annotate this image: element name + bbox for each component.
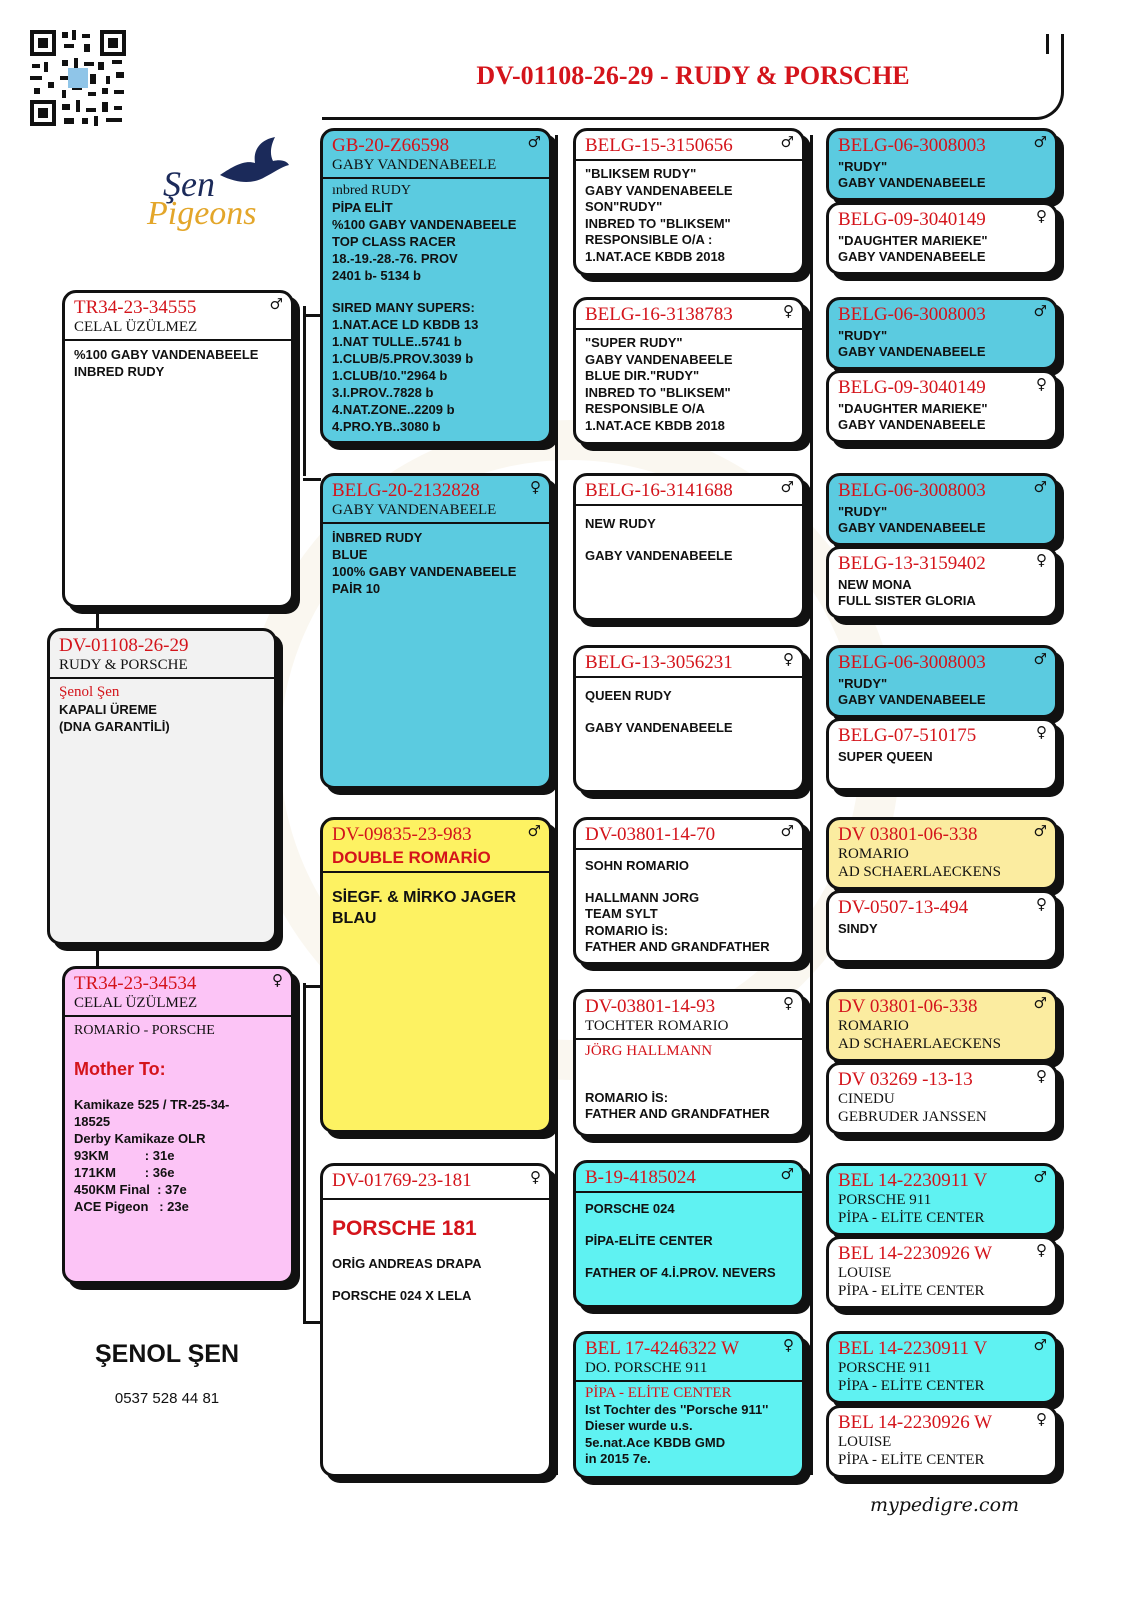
- g3-line: QUEEN RUDY: [585, 688, 672, 703]
- owner-phone: 0537 528 44 81: [114, 1390, 220, 1407]
- mother-line: 171KM : 36e: [74, 1165, 175, 1180]
- g4-card[interactable]: [826, 1405, 1058, 1478]
- female-icon: ♀: [530, 478, 541, 496]
- g4-line: NEW MONA: [838, 577, 912, 592]
- g3-id: BELG-16-3141688: [585, 480, 733, 501]
- ff-line: 1.NAT.ACE LD KBDB 13: [332, 317, 479, 332]
- g4-line: GABY VANDENABEELE: [838, 417, 986, 432]
- g4-line: GABY VANDENABEELE: [838, 249, 986, 264]
- g4-line: FULL SISTER GLORIA: [838, 593, 976, 608]
- mother-to-label: Mother To:: [74, 1059, 166, 1079]
- g4-l2: PİPA - ELİTE CENTER: [838, 1452, 985, 1468]
- ff-line: 4.NAT.ZONE..2209 b: [332, 402, 455, 417]
- footer-site: mypedigre.com: [870, 1494, 1020, 1516]
- g3-line: "BLIKSEM RUDY": [585, 166, 697, 181]
- mother-line: Kamikaze 525 / TR-25-34-: [74, 1097, 230, 1112]
- fm-owner: GABY VANDENABEELE: [332, 502, 497, 518]
- g3-card[interactable]: [573, 989, 805, 1137]
- g3-line: BLUE DIR."RUDY": [585, 368, 700, 383]
- dove-icon: [215, 135, 290, 190]
- g4-id: BELG-06-3008003: [838, 652, 986, 673]
- g4-l1: ROMARIO: [838, 846, 909, 862]
- g4-id: BELG-09-3040149: [838, 209, 986, 230]
- mf-name: DOUBLE ROMARİO: [332, 848, 491, 867]
- female-icon: ♀: [1036, 375, 1047, 393]
- ff-line: 3.I.PROV..7828 b: [332, 385, 434, 400]
- g3-line: Dieser wurde u.s.: [585, 1418, 693, 1433]
- male-icon: ♂: [780, 822, 794, 840]
- female-icon: ♀: [1036, 1410, 1047, 1428]
- ff-subtitle: ınbred RUDY: [332, 183, 411, 198]
- g3-line: Ist Tochter des ''Porsche 911'': [585, 1401, 769, 1417]
- g4-line: "RUDY": [838, 328, 888, 343]
- subject-line: (DNA GARANTİLİ): [59, 719, 170, 734]
- g3-id: DV-03801-14-70: [585, 824, 716, 845]
- connector: [555, 135, 558, 1475]
- g3-line: INBRED TO "BLIKSEM": [585, 215, 731, 231]
- father-owner: CELAL ÜZÜLMEZ: [74, 319, 198, 335]
- logo: [145, 135, 305, 255]
- male-icon: ♂: [780, 1165, 794, 1183]
- g4-l1: PORSCHE 911: [838, 1360, 932, 1376]
- g4-card[interactable]: [826, 1331, 1058, 1404]
- connector: [303, 983, 306, 1323]
- title-bar: [322, 34, 1064, 120]
- g4-id: DV 03269 -13-13: [838, 1069, 973, 1090]
- female-icon: ♀: [1036, 1067, 1047, 1085]
- page-title: DV-01108-26-29 - RUDY & PORSCHE: [476, 61, 910, 90]
- subject-name: RUDY & PORSCHE: [59, 657, 188, 673]
- g4-line: SUPER QUEEN: [838, 749, 933, 764]
- ff-owner: GABY VANDENABEELE: [332, 157, 497, 173]
- mf-line: SİEGF. & MİRKO JAGER: [332, 889, 517, 906]
- g4-l2: PİPA - ELİTE CENTER: [838, 1283, 985, 1299]
- g3-line: ROMARIO İS:: [585, 922, 669, 938]
- g3-line: HALLMANN JORG: [585, 889, 700, 905]
- female-icon: ♀: [530, 1168, 541, 1186]
- g3-line: RESPONSIBLE O/A: [585, 401, 705, 416]
- g4-card[interactable]: [826, 473, 1058, 546]
- g3-line: 1.NAT.ACE KBDB 2018: [585, 248, 725, 264]
- g3-card[interactable]: [573, 128, 805, 276]
- g4-card[interactable]: [826, 1163, 1058, 1236]
- subject-id: DV-01108-26-29: [59, 635, 189, 656]
- g3-owner: DO. PORSCHE 911: [585, 1360, 708, 1376]
- g4-line: SINDY: [838, 921, 878, 936]
- g4-line: "RUDY": [838, 504, 888, 519]
- g4-line: "RUDY": [838, 159, 888, 174]
- mother-subtitle: ROMARİO - PORSCHE: [74, 1023, 215, 1038]
- ff-line: 2401 b- 5134 b: [332, 268, 421, 283]
- g3-card[interactable]: [573, 817, 805, 965]
- male-icon: ♂: [1033, 478, 1047, 496]
- g3-line: SON"RUDY": [585, 199, 663, 214]
- fm-line: PAİR 10: [332, 581, 381, 596]
- male-icon: ♂: [1033, 133, 1047, 151]
- mother-line: 18525: [74, 1114, 111, 1129]
- connector: [303, 478, 321, 481]
- g4-l2: AD SCHAERLAECKENS: [838, 864, 1001, 880]
- male-icon: ♂: [780, 133, 794, 151]
- ff-line: 1.CLUB/5.PROV.3039 b: [332, 351, 474, 366]
- ff-line: PİPA ELİT: [332, 200, 393, 215]
- g4-card[interactable]: [826, 989, 1058, 1062]
- mm-name: PORSCHE 181: [332, 1217, 477, 1240]
- female-icon: ♀: [1036, 895, 1047, 913]
- male-icon: ♂: [780, 478, 794, 496]
- male-icon: ♂: [527, 133, 541, 151]
- g4-card[interactable]: [826, 546, 1058, 619]
- mother-card[interactable]: [62, 966, 294, 1284]
- g4-id: BELG-09-3040149: [838, 377, 986, 398]
- g3-line: FATHER AND GRANDFATHER: [585, 939, 770, 954]
- g4-id: BELG-13-3159402: [838, 553, 986, 574]
- mother-line: Derby Kamikaze OLR: [74, 1131, 206, 1146]
- female-icon: ♀: [783, 302, 794, 320]
- g4-card[interactable]: [826, 1236, 1058, 1309]
- g4-line: "DAUGHTER MARIEKE": [838, 233, 988, 248]
- fm-line: İNBRED RUDY: [332, 530, 423, 545]
- g4-line: GABY VANDENABEELE: [838, 692, 986, 707]
- g3-line: GABY VANDENABEELE: [585, 351, 733, 367]
- g4-line: "DAUGHTER MARIEKE": [838, 401, 988, 416]
- g4-card[interactable]: [826, 718, 1058, 791]
- female-icon: ♀: [272, 971, 283, 989]
- g3-line: PİPA-ELİTE CENTER: [585, 1233, 713, 1248]
- g4-l2: PİPA - ELİTE CENTER: [838, 1210, 985, 1226]
- fm-card[interactable]: [320, 473, 552, 789]
- logo-line1: Şen: [163, 164, 215, 204]
- fm-line: BLUE: [332, 547, 368, 562]
- female-icon: ♀: [1036, 551, 1047, 569]
- g3-line: SOHN ROMARIO: [585, 858, 689, 873]
- g4-l1: LOUISE: [838, 1434, 892, 1450]
- connector: [303, 314, 321, 317]
- male-icon: ♂: [269, 295, 283, 313]
- ff-line: SIRED MANY SUPERS:: [332, 300, 475, 315]
- g3-line: GABY VANDENABEELE: [585, 548, 733, 563]
- g3-line: FATHER AND GRANDFATHER: [585, 1106, 770, 1121]
- female-icon: ♀: [1036, 1241, 1047, 1259]
- male-icon: ♂: [1033, 994, 1047, 1012]
- g4-id: BEL 14-2230926 W: [838, 1243, 993, 1264]
- father-id: TR34-23-34555: [74, 297, 197, 318]
- g3-line: 5e.nat.Ace KBDB GMD: [585, 1434, 726, 1450]
- g4-l1: CINEDU: [838, 1091, 895, 1107]
- g3-line: in 2015 7e.: [585, 1451, 651, 1466]
- subject-breeder: Şenol Şen: [59, 684, 120, 700]
- g4-card[interactable]: [826, 297, 1058, 370]
- father-line: %100 GABY VANDENABEELE: [74, 347, 259, 362]
- mm-card[interactable]: [320, 1163, 552, 1477]
- connector: [303, 1321, 321, 1324]
- mother-id: TR34-23-34534: [74, 973, 197, 994]
- female-icon: ♀: [1036, 723, 1047, 741]
- g4-id: DV-0507-13-494: [838, 897, 969, 918]
- subject-card[interactable]: [47, 628, 277, 945]
- mother-line: ACE Pigeon : 23e: [74, 1199, 189, 1214]
- g4-id: BELG-06-3008003: [838, 480, 986, 501]
- g3-id: BELG-13-3056231: [585, 652, 733, 673]
- g4-l2: AD SCHAERLAECKENS: [838, 1036, 1001, 1052]
- g4-card[interactable]: [826, 202, 1058, 275]
- title-corner: [1046, 34, 1049, 54]
- ff-line: 1.NAT TULLE..5741 b: [332, 334, 462, 349]
- g3-card[interactable]: [573, 1160, 805, 1308]
- g3-id: BEL 17-4246322 W: [585, 1338, 740, 1359]
- g4-l2: PİPA - ELİTE CENTER: [838, 1378, 985, 1394]
- mf-id: DV-09835-23-983: [332, 824, 472, 845]
- logo-line2: Pigeons: [147, 195, 257, 232]
- g3-id: BELG-15-3150656: [585, 135, 733, 156]
- g3-line: RESPONSIBLE O/A :: [585, 232, 713, 247]
- g4-id: BELG-06-3008003: [838, 135, 986, 156]
- g4-card[interactable]: [826, 370, 1058, 443]
- g3-line: GABY VANDENABEELE: [585, 720, 733, 735]
- mm-line: PORSCHE 024 X LELA: [332, 1288, 472, 1303]
- g4-id: DV 03801-06-338: [838, 996, 978, 1017]
- ff-line: TOP CLASS RACER: [332, 234, 456, 249]
- g4-line: GABY VANDENABEELE: [838, 344, 986, 359]
- owner-name: ŞENOL ŞEN: [94, 1340, 240, 1368]
- mm-line: ORİG ANDREAS DRAPA: [332, 1256, 482, 1271]
- g4-line: GABY VANDENABEELE: [838, 175, 986, 190]
- mother-line: 450KM Final : 37e: [74, 1182, 187, 1197]
- connector: [810, 135, 813, 1475]
- father-card[interactable]: [62, 290, 294, 608]
- mother-line: 93KM : 31e: [74, 1148, 175, 1163]
- g3-id: DV-03801-14-93: [585, 996, 716, 1017]
- g4-card[interactable]: [826, 645, 1058, 718]
- female-icon: ♀: [783, 1336, 794, 1354]
- g3-owner-red: JÖRG HALLMANN: [585, 1043, 713, 1059]
- g3-card[interactable]: [573, 297, 805, 445]
- male-icon: ♂: [1033, 822, 1047, 840]
- male-icon: ♂: [1033, 1168, 1047, 1186]
- g4-id: DV 03801-06-338: [838, 824, 978, 845]
- g3-owner-red: PİPA - ELİTE CENTER: [585, 1385, 732, 1401]
- g4-id: BEL 14-2230911 V: [838, 1170, 988, 1191]
- ff-card[interactable]: [320, 128, 552, 444]
- g4-l1: LOUISE: [838, 1265, 892, 1281]
- mf-card[interactable]: [320, 817, 552, 1133]
- male-icon: ♂: [527, 822, 541, 840]
- g3-card[interactable]: [573, 473, 805, 621]
- g4-card[interactable]: [826, 128, 1058, 201]
- male-icon: ♂: [1033, 1336, 1047, 1354]
- g3-id: B-19-4185024: [585, 1167, 696, 1188]
- g4-id: BEL 14-2230911 V: [838, 1338, 988, 1359]
- g3-card[interactable]: [573, 1331, 805, 1479]
- g3-line: TEAM SYLT: [585, 906, 658, 921]
- g4-l1: ROMARIO: [838, 1018, 909, 1034]
- ff-line: 18.-19.-28.-76. PROV: [332, 251, 458, 266]
- fm-id: BELG-20-2132828: [332, 480, 480, 501]
- g4-line: GABY VANDENABEELE: [838, 520, 986, 535]
- mf-line: BLAU: [332, 910, 377, 927]
- male-icon: ♂: [1033, 302, 1047, 320]
- mm-id: DV-01769-23-181: [332, 1170, 472, 1191]
- g3-line: NEW RUDY: [585, 516, 656, 531]
- g3-line: "SUPER RUDY": [585, 335, 683, 350]
- ff-line: 1.CLUB/10."2964 b: [332, 368, 448, 383]
- ff-line: %100 GABY VANDENABEELE: [332, 217, 517, 232]
- g4-id: BEL 14-2230926 W: [838, 1412, 993, 1433]
- g3-card[interactable]: [573, 645, 805, 793]
- g4-card[interactable]: [826, 890, 1058, 963]
- ff-line: 4.PRO.YB..3080 b: [332, 419, 441, 434]
- g4-l2: GEBRUDER JANSSEN: [838, 1109, 987, 1125]
- g4-card[interactable]: [826, 817, 1058, 890]
- g3-owner: TOCHTER ROMARIO: [585, 1018, 729, 1034]
- male-icon: ♂: [1033, 650, 1047, 668]
- g3-line: FATHER OF 4.İ.PROV. NEVERS: [585, 1265, 776, 1280]
- subject-line: KAPALI ÜREME: [59, 702, 157, 717]
- female-icon: ♀: [783, 994, 794, 1012]
- g4-id: BELG-06-3008003: [838, 304, 986, 325]
- ff-id: GB-20-Z66598: [332, 135, 450, 156]
- g4-line: "RUDY": [838, 676, 888, 691]
- qr-code-icon: [28, 28, 128, 128]
- female-icon: ♀: [1036, 207, 1047, 225]
- g4-id: BELG-07-510175: [838, 725, 977, 746]
- father-line: INBRED RUDY: [74, 364, 165, 379]
- g4-l1: PORSCHE 911: [838, 1192, 932, 1208]
- female-icon: ♀: [783, 650, 794, 668]
- g3-id: BELG-16-3138783: [585, 304, 733, 325]
- g3-line: GABY VANDENABEELE: [585, 182, 733, 198]
- fm-line: 100% GABY VANDENABEELE: [332, 564, 517, 579]
- g4-card[interactable]: [826, 1062, 1058, 1135]
- g3-line: PORSCHE 024: [585, 1201, 675, 1216]
- g3-line: INBRED TO "BLIKSEM": [585, 384, 731, 400]
- g3-line: ROMARIO İS:: [585, 1089, 669, 1105]
- mother-owner: CELAL ÜZÜLMEZ: [74, 995, 198, 1011]
- connector: [303, 985, 321, 988]
- connector: [303, 306, 306, 476]
- g3-line: 1.NAT.ACE KBDB 2018: [585, 417, 725, 433]
